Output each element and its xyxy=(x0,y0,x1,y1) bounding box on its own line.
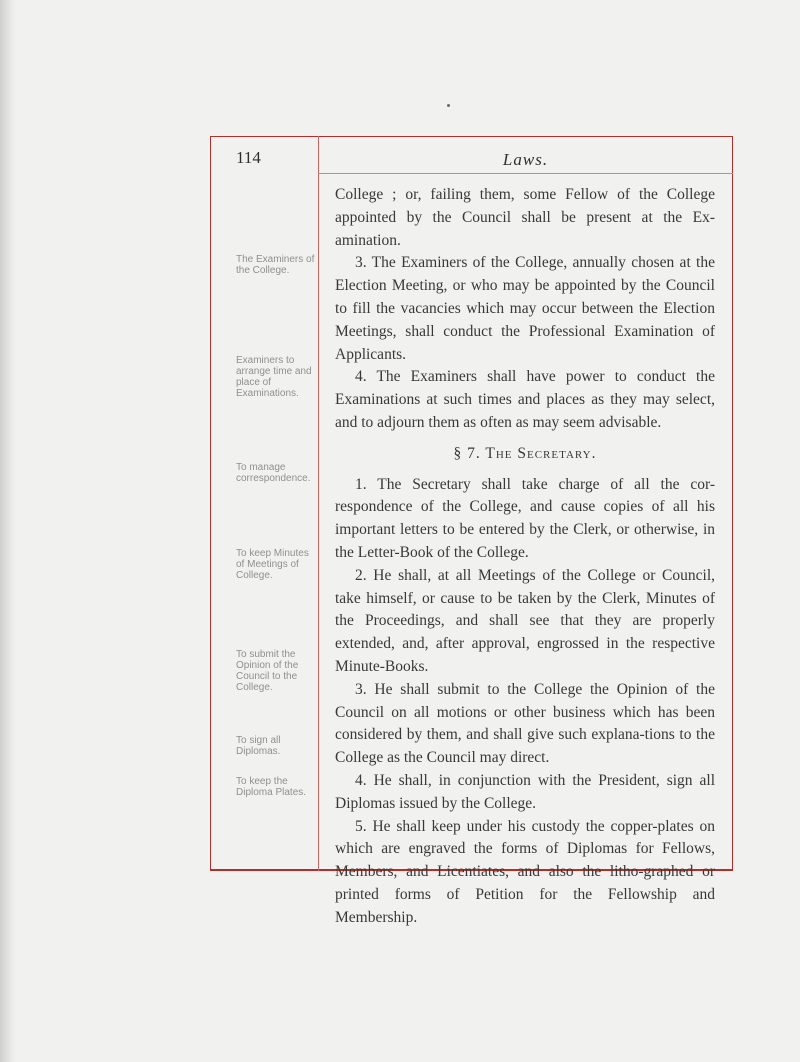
paragraph-continuation: College ; or, failing them, some Fellow of the College appointed by the Council shall be present at the Ex-amination. xyxy=(335,186,715,249)
binding-shadow xyxy=(0,0,16,1062)
secretary-paragraph-2: 2. He shall, at all Meetings of the College or Council, take himself, or cause to be taken by the Clerk, Minutes of the Proceedings, and shall see that they are properly extended, and, after approval, engrossed in the respective Minute-Books. xyxy=(335,566,715,675)
paragraph-3: 3. The Examiners of the College, annually chosen at the Election Meeting, or who may be appointed by the Council to fill the vacancies which may occur between the Election Meetings, shall conduct the Professional Examination of Applicants. xyxy=(335,254,715,363)
secretary-paragraph-4: 4. He shall, in conjunction with the President, sign all Diplomas issued by the College. xyxy=(335,771,715,812)
margin-note-examiners: The Examiners of the College. xyxy=(236,254,315,276)
secretary-paragraph-5: 5. He shall keep under his custody the copper-plates on which are engraved the forms of Diplomas for Fellows, Members, and Licentiates, and also the litho-graphed or printed forms of Petition for the Fellowship and Membership. xyxy=(335,817,715,926)
secretary-paragraph-1: 1. The Secretary shall take charge of all the cor-respondence of the College, and cause copies of all his important letters to be entered by the Clerk, or otherwise, in the Letter-Book of the College. xyxy=(335,475,715,561)
margin-note-diplomas: To sign all Diplomas. xyxy=(236,735,281,757)
page-number: 114 xyxy=(236,148,261,167)
secretary-paragraph-3: 3. He shall submit to the College the Opinion of the Council on all motions or other business which has been considered by them, and shall give such explana-tions to the College as the Council may direct. xyxy=(335,680,715,767)
margin-note-diploma-plates: To keep the Diploma Plates. xyxy=(236,776,307,798)
running-head: Laws. xyxy=(502,150,549,169)
margin-note-examination-times: Examiners to arrange time and place of Examinations. xyxy=(236,355,312,399)
section-heading: § 7. The Secretary. xyxy=(453,444,597,462)
margin-note-minutes: To keep Minutes of Meetings of College. xyxy=(236,548,309,581)
header-rule xyxy=(318,173,733,174)
margin-note-council-opinion: To submit the Opinion of the Council to the College. xyxy=(236,649,299,693)
margin-note-correspondence: To manage correspondence. xyxy=(236,462,311,484)
ink-speck xyxy=(447,104,450,107)
body-text xyxy=(335,184,715,930)
margin-rule xyxy=(318,136,319,871)
paragraph-4: 4. The Examiners shall have power to conduct the Examinations at such times and places as they may select, and to adjourn them as often as may seem advisable. xyxy=(335,368,715,431)
